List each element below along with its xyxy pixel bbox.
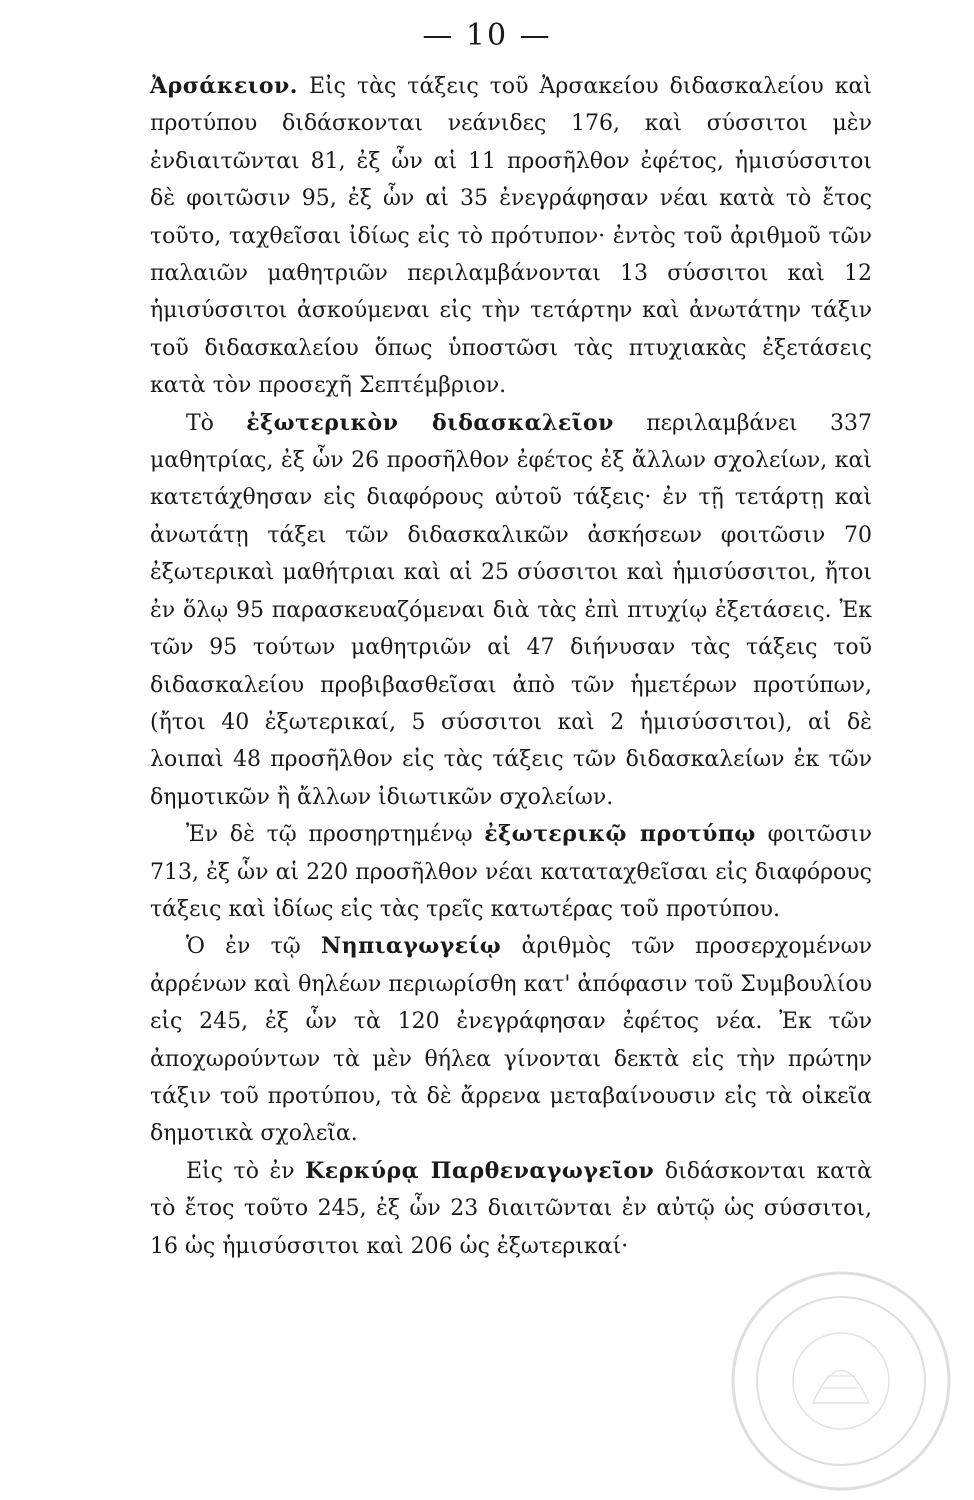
paragraph-text: φοιτῶσιν 713, ἐξ ὧν αἱ 220 προσῆλθον νέαι καταταχθεῖσαι εἰς διαφόρους τάξεις καὶ ἰδίως εἰς τὰς τρεῖς κατωτέρας τοῦ προτύπου. [150,822,872,922]
paragraph-arsakeion [150,68,872,405]
paragraph-nipiagogeio [150,928,872,1152]
heading-kerkyra: Κερκύρᾳ Παρθεναγωγεῖον [305,1157,655,1184]
paragraph-lead: Ἐν δὲ τῷ προσηρτημένῳ [186,822,485,848]
paragraph-text: διδάσκονται κατὰ τὸ ἔτος τοῦτο 245, ἐξ ὧν 23 διαιτῶνται ἐν αὐτῷ ὡς σύσσιτοι, 16 ὡς ἡμισύσσιτοι καὶ 206 ὡς ἐξωτερικαί· [150,1158,872,1259]
heading-nipiagogeio: Νηπιαγωγείῳ [321,933,502,960]
paragraph-exoteriko-didaskaleio [150,405,872,816]
library-seal-watermark [728,1268,954,1494]
heading-exoteriko-didaskaleio: ἐξωτερικὸν διδασκαλεῖον [246,409,614,436]
paragraph-lead: Τὸ [186,410,247,436]
paragraph-exoteriko-protypo [150,816,872,928]
paragraph-lead: Ὁ ἐν τῷ [186,934,321,960]
page-number: — 10 — [422,18,552,53]
document-body [150,68,872,1265]
paragraph-kerkyra [150,1153,872,1265]
heading-exoteriko-protypo: ἐξωτερικῷ προτύπῳ [484,821,756,848]
paragraph-text: περιλαμβάνει 337 μαθητρίας, ἐξ ὧν 26 προσῆλθον ἐφέτος ἐξ ἄλλων σχολείων, καὶ κατετάχθησαν εἰς διαφόρους αὐτοῦ τάξεις· ἐν τῇ τετάρτῃ καὶ ἀνωτάτῃ τάξει τῶν διδασκαλικῶν ἀσκήσεων φοιτῶσιν 70 ἐξωτερικαὶ μαθήτριαι καὶ αἱ 25 σύσσιτοι καὶ ἡμισύσσιτοι, ἤτοι ἐν ὅλῳ 95 παρασκευαζόμεναι διὰ τὰς ἐπὶ πτυχίῳ ἐξετάσεις. Ἐκ τῶν 95 τούτων μαθητριῶν αἱ 47 διήνυσαν τὰς τάξεις τοῦ διδασκαλείου προβιβασθεῖσαι ἀπὸ τῶν ἡμετέρων προτύπων, (ἤτοι 40 ἐξωτερικαί, 5 σύσσιτοι καὶ 2 ἡμισύσσιτοι), αἱ δὲ λοιπαὶ 48 προσῆλθον εἰς τὰς τάξεις τῶν διδασκαλείων ἐκ τῶν δημοτικῶν ἢ ἄλλων ἰδιωτικῶν σχολείων. [150,410,872,810]
paragraph-text: Εἰς τὰς τάξεις τοῦ Ἀρσακείου διδασκαλείου καὶ προτύπου διδάσκονται νεάνιδες 176, καὶ σύσσιτοι μὲν ἐνδιαιτῶνται 81, ἐξ ὧν αἱ 11 προσῆλθον ἐφέτος, ἡμισύσσιτοι δὲ φοιτῶσιν 95, ἐξ ὧν αἱ 35 ἐνεγράφησαν νέαι κατὰ τὸ ἔτος τοῦτο, ταχθεῖσαι ἰδίως εἰς τὸ πρότυπον· ἐντὸς τοῦ ἀριθμοῦ τῶν παλαιῶν μαθητριῶν περιλαμβάνονται 13 σύσσιτοι καὶ 12 ἡμισύσσιτοι ἀσκούμεναι εἰς τὴν τετάρτην καὶ ἀνωτάτην τάξιν τοῦ διδασκαλείου ὅπως ὑποστῶσι τὰς πτυχιακὰς ἐξετάσεις κατὰ τὸν προσεχῆ Σεπτέμβριον. [150,74,872,399]
paragraph-lead: Εἰς τὸ ἐν [186,1158,306,1184]
heading-arsakeion: Ἀρσάκειον. [150,73,298,99]
paragraph-text: ἀριθμὸς τῶν προσερχομένων ἀρρένων καὶ θηλέων περιωρίσθη κατ' ἀπόφασιν τοῦ Συμβουλίου εἰς 245, ἐξ ὧν τὰ 120 ἐνεγράφησαν ἐφέτος νέα. Ἐκ τῶν ἀποχωρούντων τὰ μὲν θήλεα γίνονται δεκτὰ εἰς τὴν πρώτην τάξιν τοῦ προτύπου, τὰ δὲ ἄρρενα μεταβαίνουσιν εἰς τὰ οἰκεῖα δημοτικὰ σχολεῖα. [150,934,872,1147]
